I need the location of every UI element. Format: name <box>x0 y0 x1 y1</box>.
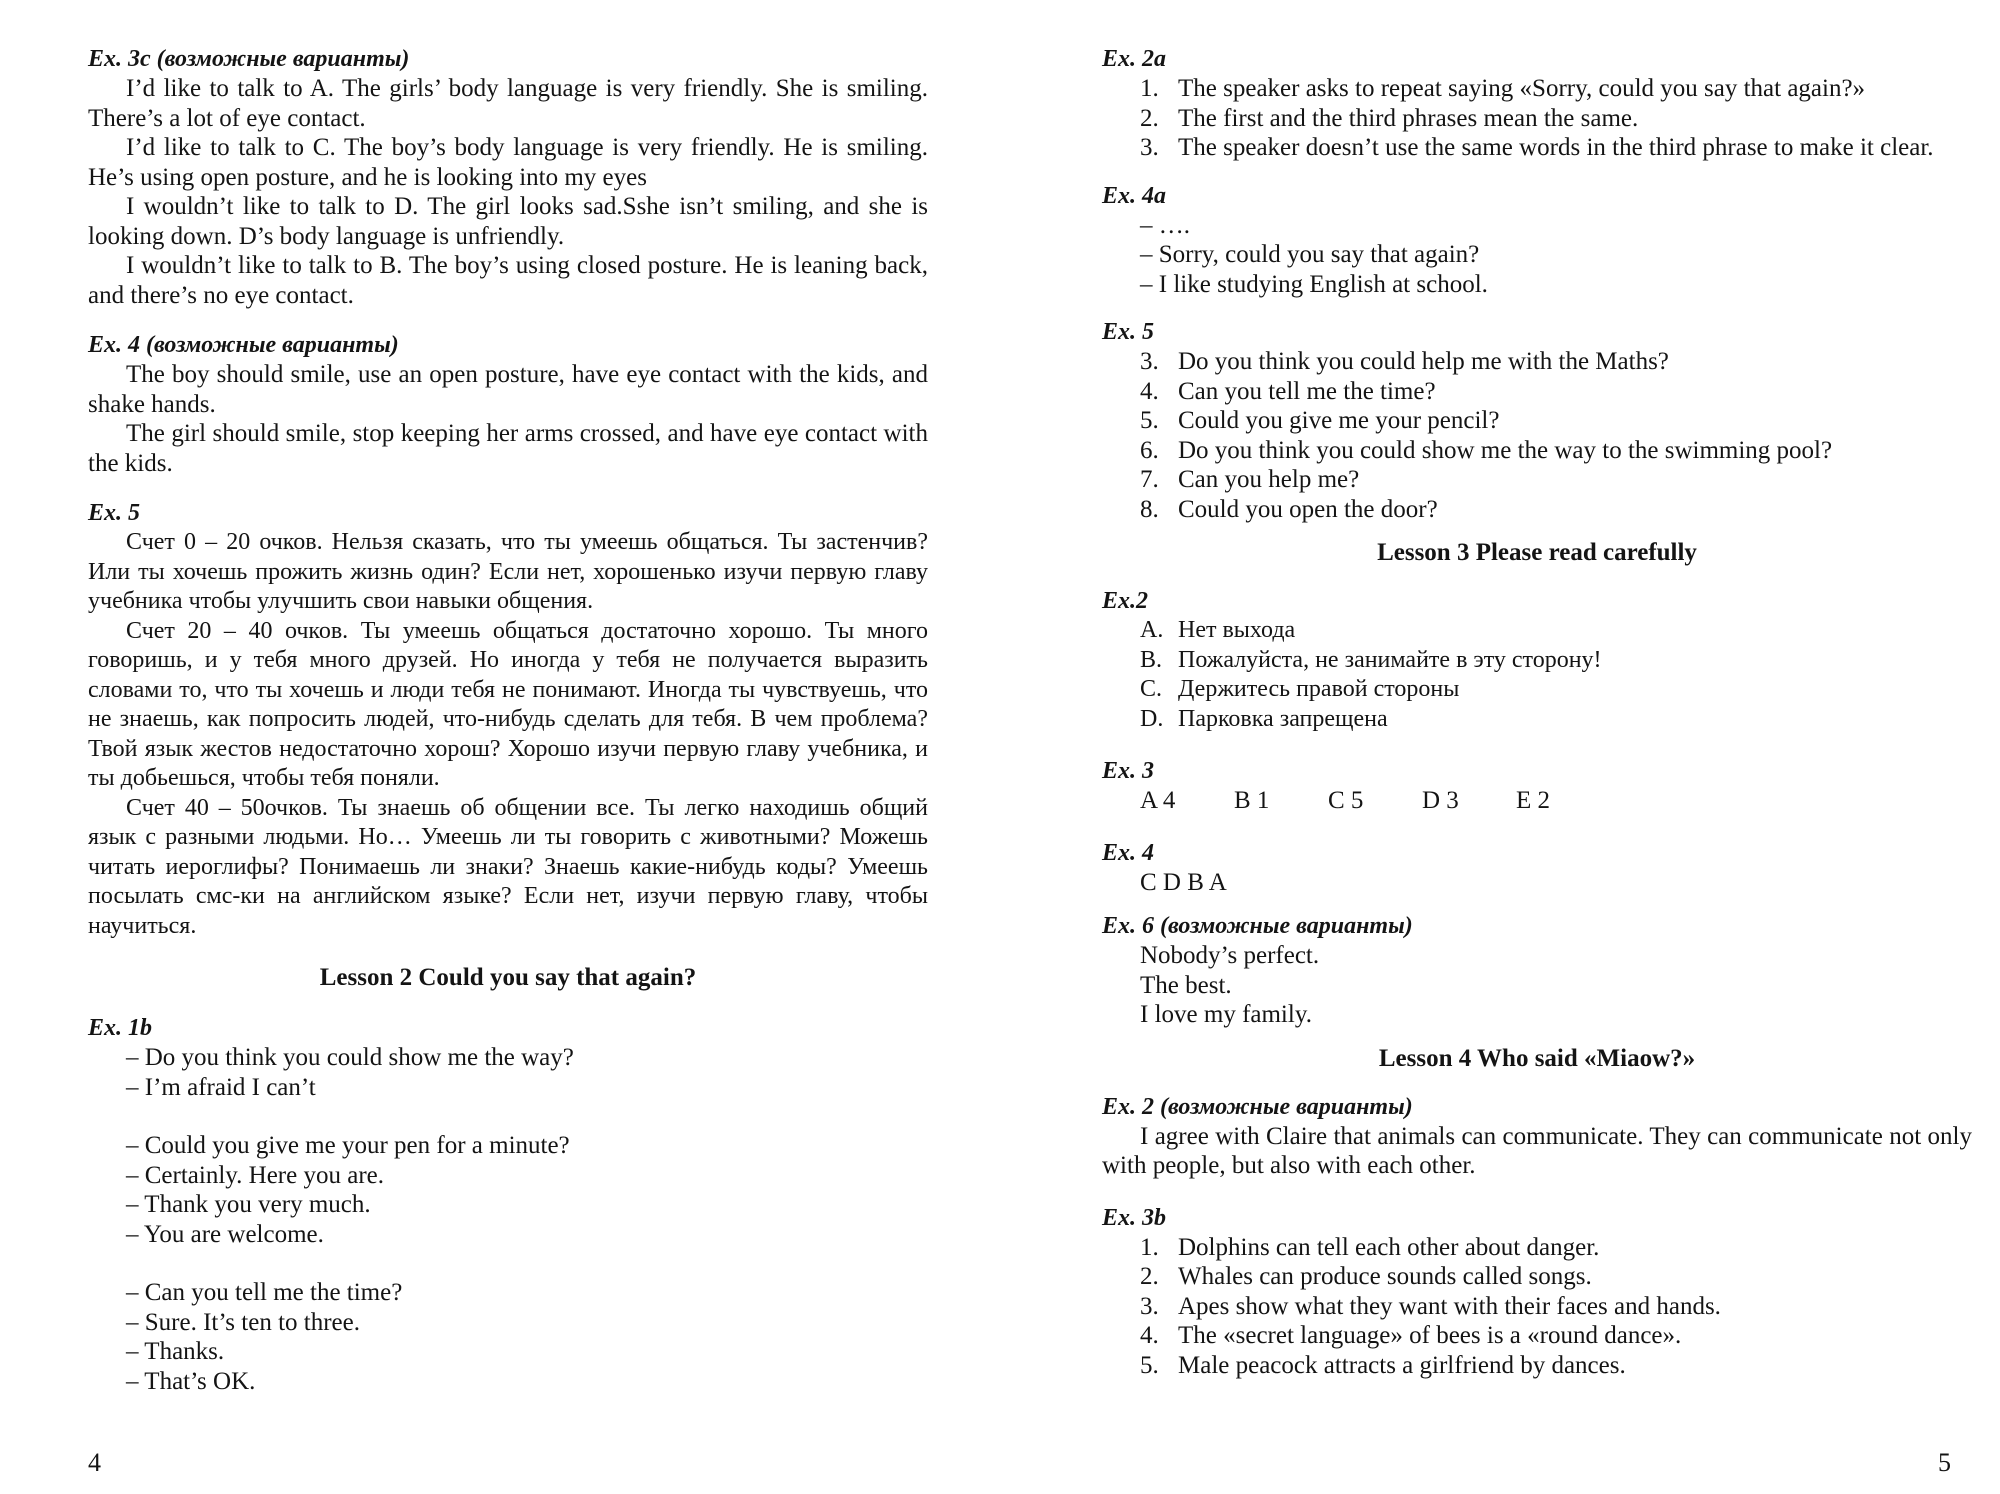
list-item <box>1140 465 1972 495</box>
dialog-line: – Certainly. Here you are. <box>126 1161 384 1189</box>
answer: B 1 <box>1234 787 1270 814</box>
item-text: Male peacock attracts a girlfriend by dances. <box>1178 1351 1626 1379</box>
item-text: Apes show what they want with their faces and hands. <box>1178 1292 1721 1320</box>
item-text: Do you think you could show me the way to the swimming pool? <box>1178 436 1833 464</box>
dialog-line: – Do you think you could show me the way? <box>126 1044 574 1071</box>
dialog-line: – I like studying English at school. <box>1140 270 1488 298</box>
ex2b-heading: Ex. 2 (возможные варианты) <box>1102 1093 1413 1120</box>
ex4-heading: Ex. 4 <box>1102 839 1155 866</box>
ex4-heading: Ex. 4 (возможные варианты) <box>88 332 399 358</box>
list-item <box>1140 495 1972 525</box>
ex4-paragraph-2: The girl should smile, stop keeping her arms crossed, and have eye contact with the kids. <box>88 420 928 477</box>
answer: C 5 <box>1328 787 1364 814</box>
item-number: 2. <box>1140 1263 1159 1290</box>
ex2a-list <box>1102 74 1972 163</box>
item-number: 7. <box>1140 466 1159 493</box>
dialog-line: – You are welcome. <box>126 1220 324 1248</box>
answer-line: I love my family. <box>1140 1001 1312 1028</box>
list-item <box>1140 1262 1972 1292</box>
ex3c-paragraph-1: I’d like to talk to A. The girls’ body language is very friendly. She is smiling. There’s a lot of eye contact. <box>88 75 928 132</box>
list-item <box>1140 646 1972 676</box>
ex5-paragraph-3: Счет 40 – 50очков. Ты знаешь об общении все. Ты легко находишь общий язык с разными людьми. Но… Умеешь ли ты говорить с животными? Можешь читать иероглифы? Понимаешь ли знаки? Знаешь какие-нибудь коды? Умеешь посылать смс-ки на английском языке? Если нет, изучи первую главу, чтобы научиться. <box>88 794 928 939</box>
ex3-heading: Ex. 3 <box>1102 758 1155 784</box>
ex2a-heading: Ex. 2a <box>1102 46 1167 72</box>
item-text: Could you open the door? <box>1178 495 1438 523</box>
item-text: Whales can produce sounds called songs. <box>1178 1263 1592 1290</box>
dialog-line: – I’m afraid I can’t <box>126 1073 316 1101</box>
ex3c-paragraph-2: I’d like to talk to C. The boy’s body language is very friendly. He is smiling. He’s using open posture, and he is looking into my eyes <box>88 134 928 191</box>
list-item <box>1140 406 1972 436</box>
ex1b-dialog-3 <box>88 1278 928 1396</box>
page-number-right: 5 <box>1938 1448 1951 1477</box>
ex4-paragraph-1: The boy should smile, use an open posture, have eye contact with the kids, and shake hands. <box>88 361 928 418</box>
dialog-line: – Can you tell me the time? <box>126 1279 403 1306</box>
ex3-answers <box>1102 786 1972 816</box>
ex3b-heading: Ex. 3b <box>1102 1204 1167 1231</box>
item-number: 2. <box>1140 104 1159 132</box>
item-text: Can you help me? <box>1178 466 1360 493</box>
list-item <box>1140 1351 1972 1381</box>
list-item <box>1140 1321 1972 1351</box>
dialog-line: – …. <box>1140 211 1190 239</box>
item-number: 8. <box>1140 495 1159 523</box>
item-text: The «secret language» of bees is a «round dance». <box>1178 1322 1682 1349</box>
item-text: Держитесь правой стороны <box>1178 676 1460 702</box>
answer: A 4 <box>1140 787 1176 814</box>
ex2-heading: Ex.2 <box>1102 588 1149 614</box>
dialog-line: – Thank you very much. <box>126 1191 371 1218</box>
item-text: Can you tell me the time? <box>1178 377 1436 405</box>
list-item <box>1140 436 1972 466</box>
ex3c-heading: Ex. 3c (возможные варианты) <box>88 46 410 72</box>
item-letter: C. <box>1140 676 1163 702</box>
list-item <box>1140 616 1972 646</box>
ex5-paragraph-1: Счет 0 – 20 очков. Нельзя сказать, что ты умеешь общаться. Ты застенчив? Или ты хочешь прожить жизнь один? Если нет, хорошенько изучи первую главу учебника чтобы улучшить свои навыки общения. <box>88 529 928 614</box>
item-text: Do you think you could help me with the Maths? <box>1178 348 1669 375</box>
list-item <box>1140 705 1972 735</box>
list-item <box>1140 104 1972 134</box>
ex3c-paragraph-3: I wouldn’t like to talk to D. The girl looks sad.Sshe isn’t smiling, and she is looking down. D’s body language is unfriendly. <box>88 193 928 250</box>
item-text: Could you give me your pencil? <box>1178 407 1500 434</box>
ex5-list <box>1102 347 1972 524</box>
item-letter: B. <box>1140 646 1163 673</box>
ex5-heading: Ex. 5 <box>88 500 141 526</box>
answer: D 3 <box>1422 787 1459 814</box>
item-number: 1. <box>1140 1233 1159 1261</box>
list-item <box>1140 377 1972 407</box>
item-number: 4. <box>1140 1322 1159 1349</box>
list-item <box>1140 74 1972 104</box>
lesson4-title: Lesson 4 Who said «Miaow?» <box>1378 1044 1696 1072</box>
item-number: 1. <box>1140 75 1159 102</box>
item-letter: D. <box>1140 705 1164 732</box>
lesson3-title: Lesson 3 Please read carefully <box>1377 539 1697 566</box>
item-number: 3. <box>1140 348 1159 375</box>
item-text: Пожалуйста, не занимайте в эту сторону! <box>1178 646 1602 673</box>
item-letter: A. <box>1140 617 1164 643</box>
ex5-heading: Ex. 5 <box>1102 319 1155 345</box>
ex1b-dialog-2 <box>88 1131 928 1249</box>
item-number: 4. <box>1140 377 1159 405</box>
answer-line: The best. <box>1140 971 1232 999</box>
dialog-line: – Sorry, could you say that again? <box>1140 241 1480 268</box>
list-item <box>1140 675 1972 705</box>
left-column <box>88 44 928 1396</box>
answer-line: Nobody’s perfect. <box>1140 942 1320 969</box>
right-column <box>1102 44 1972 1380</box>
item-text: The speaker asks to repeat saying «Sorry, could you say that again?» <box>1178 75 1866 102</box>
item-text: The speaker doesn’t use the same words in the third phrase to make it clear. <box>1178 134 1934 161</box>
ex1b-heading: Ex. 1b <box>88 1015 153 1041</box>
item-text: Нет выхода <box>1178 617 1296 643</box>
ex2-list <box>1102 616 1972 734</box>
answer: E 2 <box>1516 787 1551 814</box>
item-number: 5. <box>1140 407 1159 434</box>
list-item <box>1140 1233 1972 1263</box>
right-page <box>1000 0 2000 1494</box>
ex6-heading: Ex. 6 (возможные варианты) <box>1102 913 1413 939</box>
dialog-line: – That’s OK. <box>126 1367 256 1395</box>
dialog-line: – Thanks. <box>126 1338 225 1365</box>
ex4a-dialog <box>1102 211 1972 300</box>
item-text: The first and the third phrases mean the same. <box>1178 104 1639 132</box>
item-text: Парковка запрещена <box>1178 705 1388 732</box>
ex3c-paragraph-4: I wouldn’t like to talk to B. The boy’s using closed posture. He is leaning back, and there’s no eye contact. <box>88 252 928 309</box>
dialog-line: – Could you give me your pen for a minute? <box>126 1132 570 1159</box>
item-text: Dolphins can tell each other about danger. <box>1178 1233 1600 1261</box>
ex6-lines <box>1102 941 1972 1030</box>
ex1b-dialog-1 <box>88 1043 928 1102</box>
list-item <box>1140 1292 1972 1322</box>
page-number-left: 4 <box>88 1448 101 1477</box>
ex4-answer: C D B A <box>1140 868 1227 896</box>
list-item <box>1140 133 1972 163</box>
ex5-paragraph-2: Счет 20 – 40 очков. Ты умеешь общаться достаточно хорошо. Ты много говоришь, и у тебя много друзей. Но иногда у тебя не получается выразить словами то, что ты хочешь и люди тебя не понимают. Иногда ты чувствуешь, что не знаешь, как попросить людей, что-нибудь сделать для тебя. В чем проблема? Твой язык жестов недостаточно хорош? Хорошо изучи первую главу учебника, и ты добьешься, чтобы тебя поняли. <box>88 617 928 791</box>
ex4a-heading: Ex. 4a <box>1102 182 1167 209</box>
list-item <box>1140 347 1972 377</box>
ex3b-list <box>1102 1233 1972 1381</box>
lesson2-title: Lesson 2 Could you say that again? <box>319 964 697 991</box>
item-number: 3. <box>1140 134 1159 161</box>
item-number: 6. <box>1140 436 1159 464</box>
dialog-line: – Sure. It’s ten to three. <box>126 1308 360 1336</box>
ex2b-paragraph: I agree with Claire that animals can communicate. They can communicate not only with people, but also with each other. <box>1102 1122 1972 1179</box>
item-number: 3. <box>1140 1292 1159 1320</box>
item-number: 5. <box>1140 1351 1159 1379</box>
